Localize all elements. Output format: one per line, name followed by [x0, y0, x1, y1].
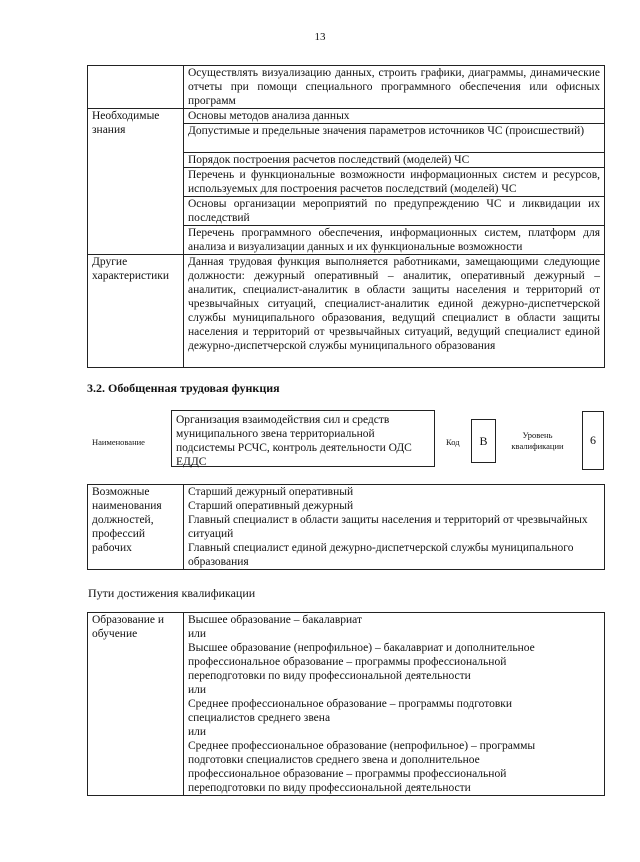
- table-cell: Основы методов анализа данных: [184, 109, 605, 124]
- list-item: Главный специалист в области защиты населения и территорий от чрезвычайных ситуаций: [188, 514, 588, 540]
- table-row: [88, 66, 605, 109]
- table-cell: Допустимые и предельные значения параметров источников ЧС (происшествий): [184, 124, 605, 153]
- table-row: [88, 255, 605, 368]
- list-item: или: [188, 684, 207, 696]
- row-label-other-characteristics: Другие характеристики: [88, 255, 184, 368]
- table-cell: Данная трудовая функция выполняется работниками, замещающими следующие должности: дежурный оперативный – аналитик, оперативный дежурный – аналитик, специалист-аналитик в области защиты населения и территорий от чрезвычайных ситуаций, специалист-аналитик единой дежурно-диспетчерской службы муниципального образования, ведущий специалист в области защиты населения и территорий от чрезвычайных ситуаций, ведущий специалист единой дежурно-диспетчерской службы муниципального образования: [184, 255, 605, 368]
- labor-function-table: [87, 65, 605, 368]
- list-item: Высшее образование (непрофильное) – бакалавриат и дополнительное профессиональное образование – программы профессиональной переподготовки по виду профессиональной деятельности: [188, 642, 535, 682]
- list-item: Среднее профессиональное образование (непрофильное) – программы подготовки специалистов среднего звена и дополнительное профессиональное образование – программы профессиональной переподготовки по виду профессиональной деятельности: [188, 740, 536, 794]
- list-item: Среднее профессиональное образование – программы подготовки специалистов среднего звена: [188, 698, 513, 724]
- table-cell: Перечень и функциональные возможности информационных систем и ресурсов, используемых для построения расчетов последствий (моделей) ЧС: [184, 168, 605, 197]
- level-label: Уровень квалификации: [511, 430, 564, 451]
- section-heading: 3.2. Обобщенная трудовая функция: [87, 381, 280, 395]
- education-table: [87, 612, 605, 796]
- table-row: [88, 485, 605, 570]
- paths-title: Пути достижения квалификации: [88, 586, 256, 600]
- page-number: 13: [314, 31, 326, 43]
- gtf-name-value: Организация взаимодействия сил и средств муниципального звена территориальной подсистемы РСЧС, контроль деятельности ОДС ЕДДС: [171, 410, 435, 467]
- table-cell: Перечень программного обеспечения, информационных систем, платформ для анализа и визуализации данных и их функциональные возможности: [184, 226, 605, 255]
- list-item: или: [188, 726, 207, 738]
- code-value: B: [471, 419, 496, 463]
- table-cell: Порядок построения расчетов последствий (моделей) ЧС: [184, 153, 605, 168]
- row-label-required-knowledge: Необходимые знания: [88, 109, 184, 255]
- row-label: [88, 66, 184, 109]
- table-row: [88, 109, 605, 124]
- positions-list: [184, 485, 605, 570]
- list-item: Старший оперативный дежурный: [188, 500, 354, 512]
- positions-label: Возможные наименования должностей, профессий рабочих: [88, 485, 184, 570]
- list-item: Высшее образование – бакалавриат: [188, 614, 362, 626]
- code-label: Код: [446, 437, 460, 447]
- education-list: [184, 613, 605, 796]
- table-row: [88, 613, 605, 796]
- list-item: Главный специалист единой дежурно-диспетчерской службы муниципального образования: [188, 542, 574, 568]
- positions-table: [87, 484, 605, 570]
- table-cell: Основы организации мероприятий по предупреждению ЧС и ликвидации их последствий: [184, 197, 605, 226]
- level-value: 6: [582, 411, 604, 470]
- list-item: или: [188, 628, 207, 640]
- education-label: Образование и обучение: [88, 613, 184, 796]
- table-cell: Осуществлять визуализацию данных, строить графики, диаграммы, динамические отчеты при помощи специального программного обеспечения или офисных программ: [184, 66, 605, 109]
- name-label: Наименование: [92, 437, 145, 447]
- list-item: Старший дежурный оперативный: [188, 486, 354, 498]
